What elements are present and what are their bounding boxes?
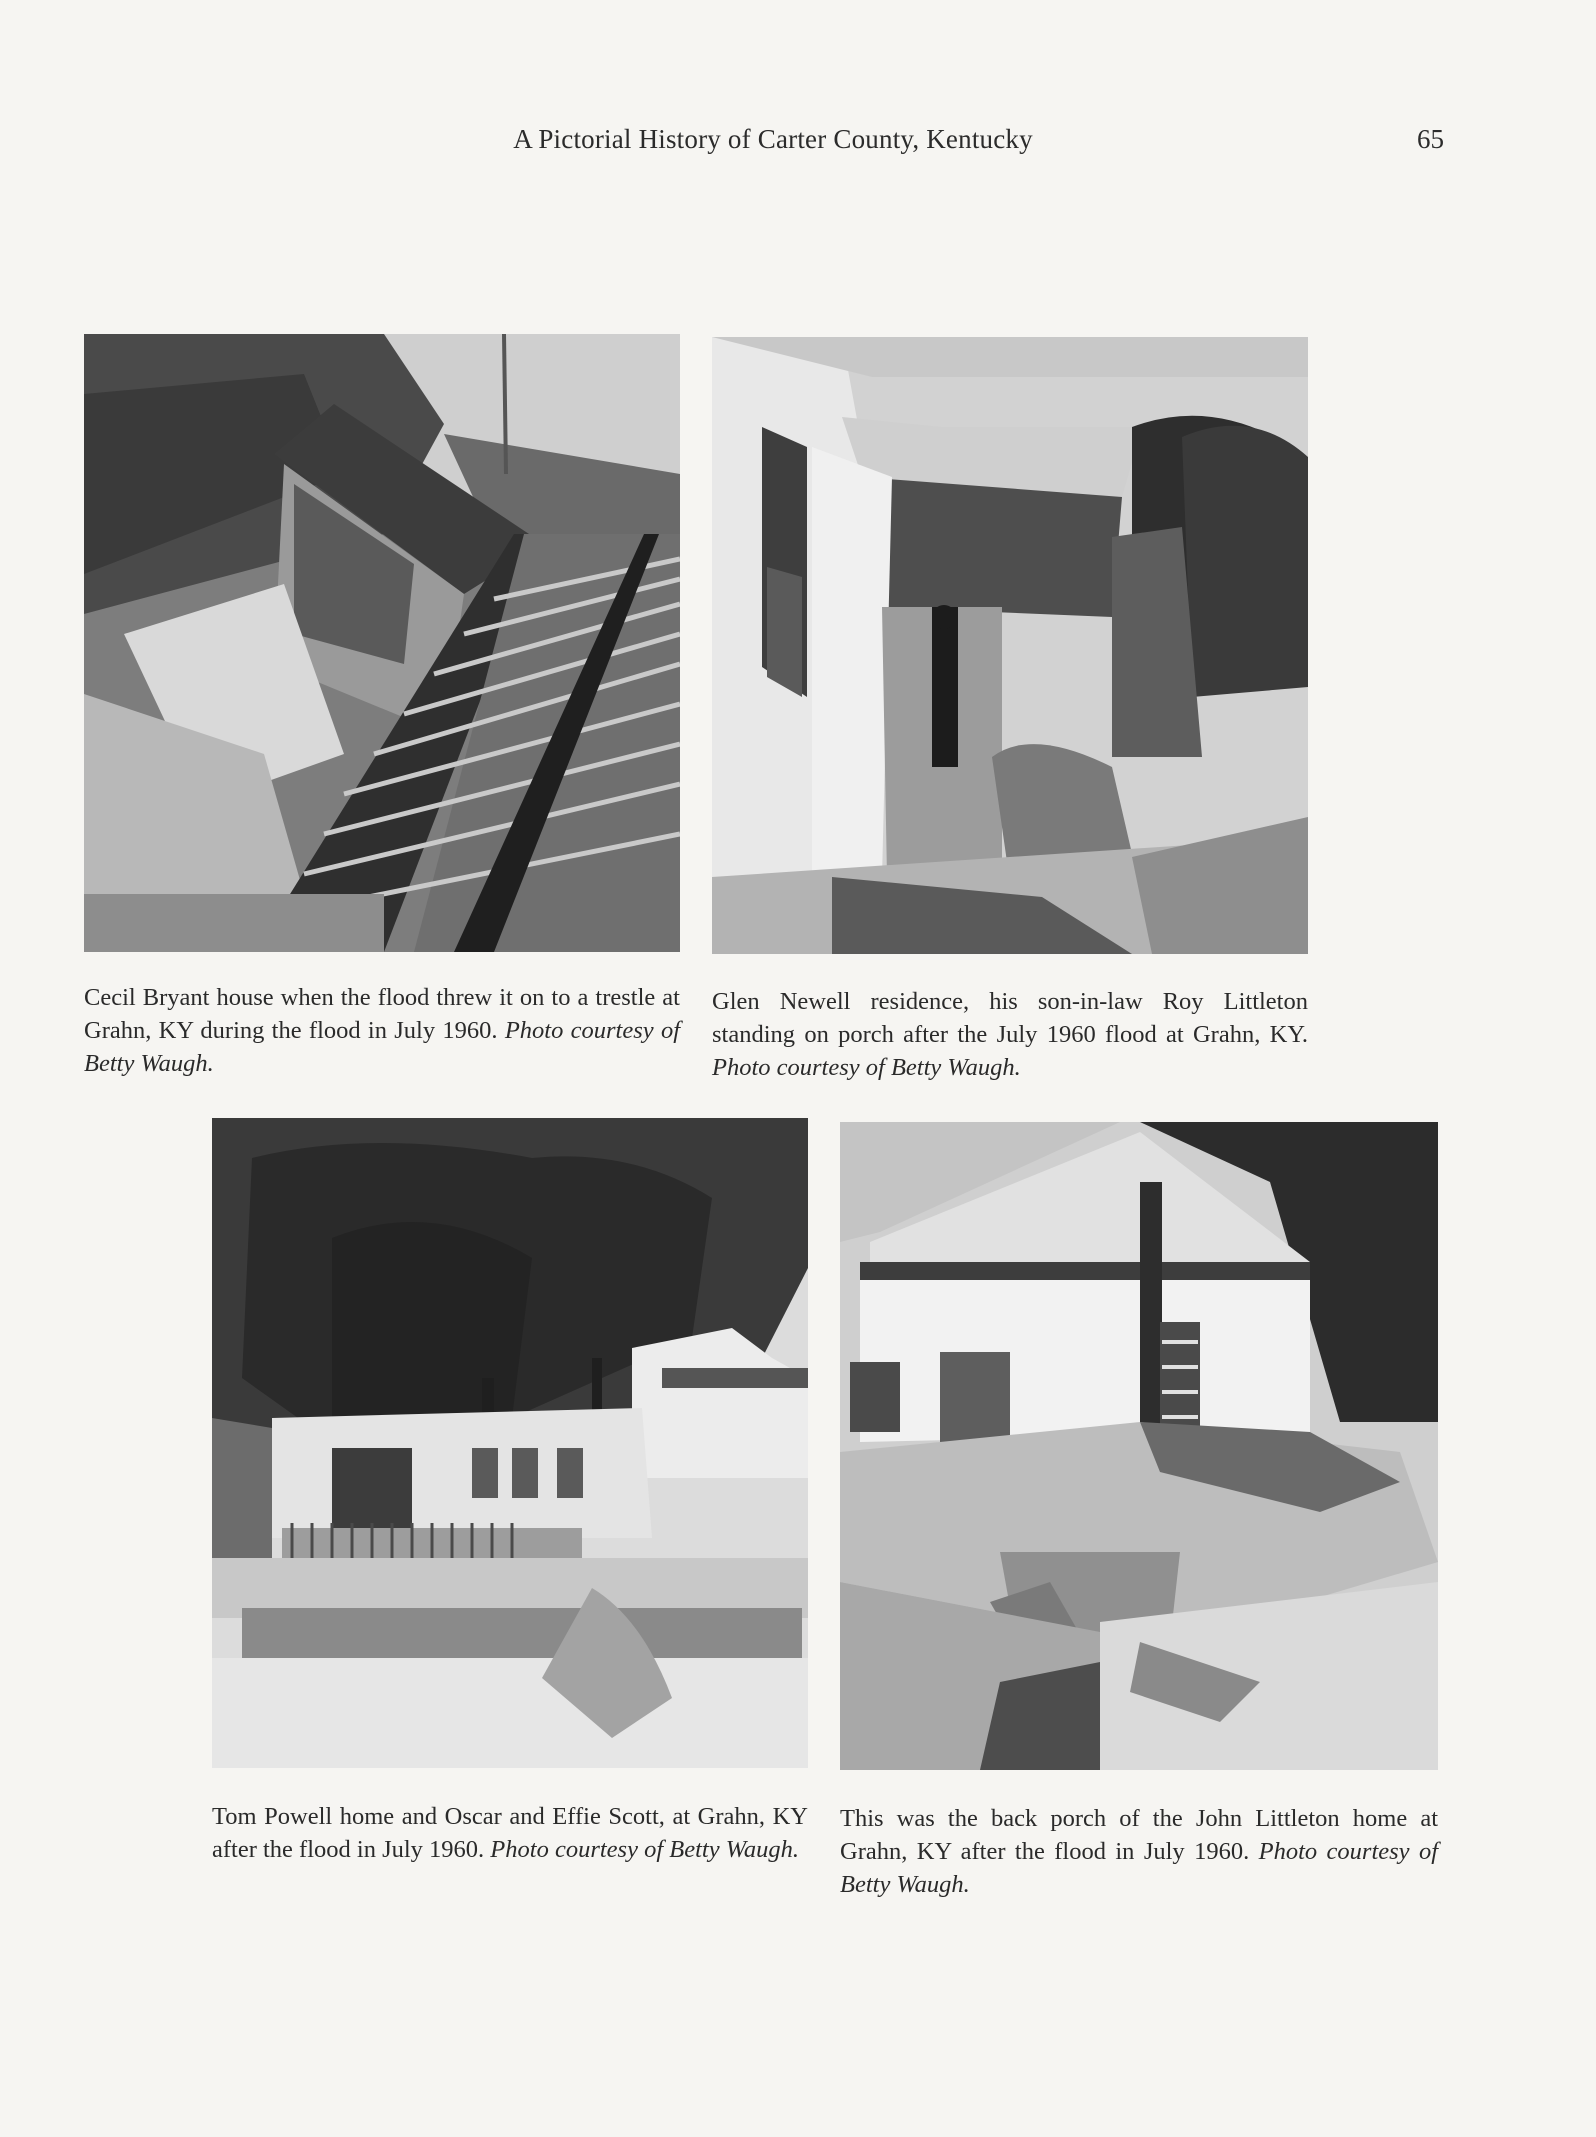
photo-homes-behind-trees-image — [212, 1118, 808, 1768]
photo-house-porch-image — [712, 337, 1308, 954]
photo-house-on-trestle-image — [84, 334, 680, 952]
caption-photo-1-text: Cecil Bryant house when the flood threw it on to a trestle at Grahn, KY during the flood in July 1960. — [84, 984, 680, 1044]
caption-photo-3 — [212, 1800, 808, 1866]
photo-house-porch — [712, 337, 1308, 954]
caption-photo-4-credit: Photo courtesy of Betty Waugh. — [840, 1838, 1439, 1898]
caption-photo-4 — [840, 1802, 1438, 1901]
caption-photo-2 — [712, 985, 1308, 1084]
photo-house-on-trestle — [84, 334, 680, 952]
caption-photo-3-credit: Photo courtesy of Betty Waugh. — [490, 1836, 799, 1863]
caption-photo-2-credit: Photo courtesy of Betty Waugh. — [712, 1054, 1021, 1081]
photo-collapsed-porch — [840, 1122, 1438, 1770]
caption-photo-3-text: Tom Powell home and Oscar and Effie Scott, at Grahn, KY after the flood in July 1960. — [212, 1803, 808, 1863]
caption-photo-1 — [84, 981, 680, 1080]
running-head: A Pictorial History of Carter County, Kentucky — [513, 124, 1033, 154]
caption-photo-1-credit: Photo courtesy of Betty Waugh. — [84, 1017, 680, 1077]
caption-photo-2-text: Glen Newell residence, his son-in-law Roy Littleton standing on porch after the July 1960 flood at Grahn, KY. — [712, 988, 1308, 1048]
photo-collapsed-porch-image — [840, 1122, 1438, 1770]
photo-homes-behind-trees — [212, 1118, 808, 1768]
page-number: 65 — [1417, 124, 1444, 154]
caption-photo-4-text: This was the back porch of the John Littleton home at Grahn, KY after the flood in July 1960. — [840, 1805, 1438, 1865]
